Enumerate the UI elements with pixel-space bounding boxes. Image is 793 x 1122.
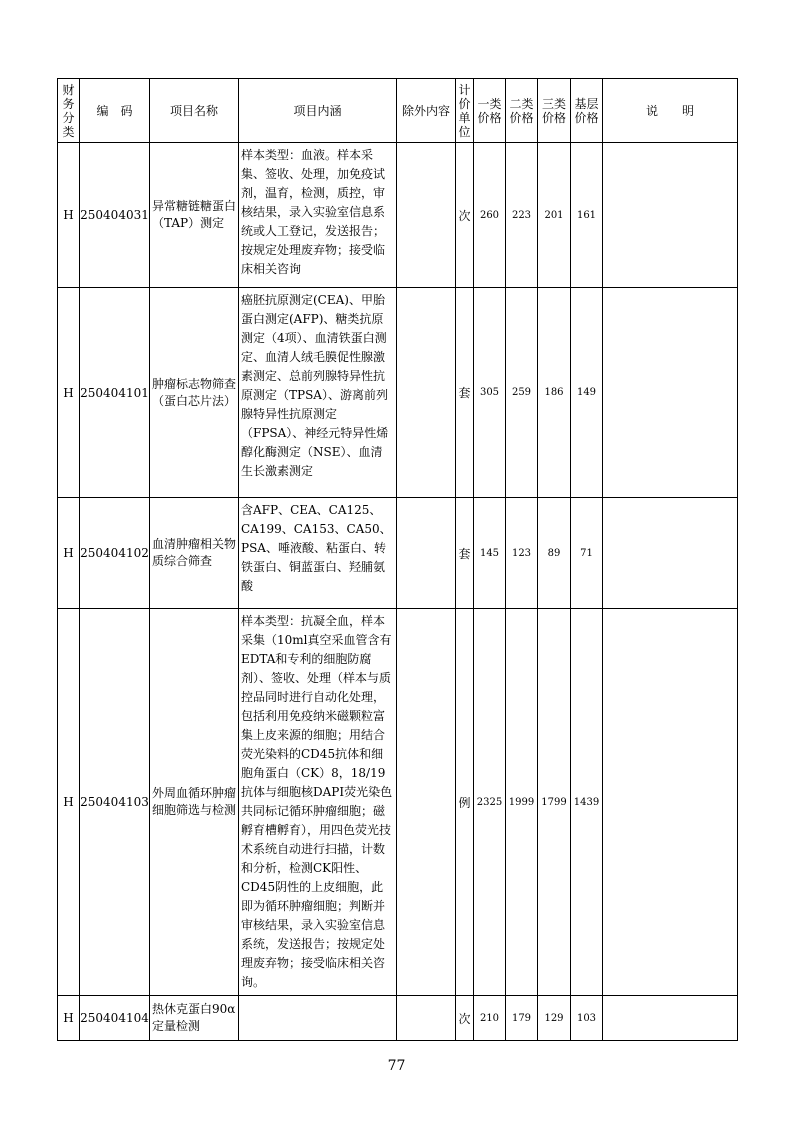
cell-content: 癌胚抗原测定(CEA)、甲胎蛋白测定(AFP)、糖类抗原测定（4项）、血清铁蛋白测定、血清人绒毛膜促性腺激素测定、总前列腺特异性抗原测定（TPSA）、游离前列腺特异性抗原测定（FPSA）、神经元特异性烯醇化酶测定（NSE）、血清生长激素测定 (239, 288, 397, 498)
cell-price3: 186 (538, 288, 571, 498)
cell-name: 外周血循环肿瘤细胞筛选与检测 (150, 609, 239, 996)
cell-price1: 260 (474, 143, 506, 288)
cell-price2: 259 (506, 288, 538, 498)
header-exclusion: 除外内容 (397, 79, 456, 143)
cell-code: 250404031 (80, 143, 150, 288)
cell-name: 热休克蛋白90α定量检测 (150, 996, 239, 1041)
cell-price-base: 149 (571, 288, 603, 498)
cell-exclusion (397, 498, 456, 609)
cell-content: 含AFP、CEA、CA125、CA199、CA153、CA50、PSA、唾液酸、粘蛋白、转铁蛋白、铜蓝蛋白、羟脯氨酸 (239, 498, 397, 609)
cell-unit: 例 (456, 609, 474, 996)
table-row (58, 609, 738, 996)
cell-price2: 1999 (506, 609, 538, 996)
cell-unit: 套 (456, 288, 474, 498)
cell-name: 血清肿瘤相关物质综合筛查 (150, 498, 239, 609)
cell-price3: 201 (538, 143, 571, 288)
cell-price3: 129 (538, 996, 571, 1041)
cell-category: H (58, 609, 80, 996)
cell-price3: 89 (538, 498, 571, 609)
header-row (58, 79, 738, 143)
header-price3: 三类价格 (538, 79, 571, 143)
cell-exclusion (397, 143, 456, 288)
cell-note (603, 143, 738, 288)
cell-price2: 179 (506, 996, 538, 1041)
cell-unit: 套 (456, 498, 474, 609)
cell-unit: 次 (456, 143, 474, 288)
cell-price2: 123 (506, 498, 538, 609)
price-table (57, 78, 738, 1041)
header-unit: 计价单位 (456, 79, 474, 143)
header-price1: 一类价格 (474, 79, 506, 143)
cell-code: 250404101 (80, 288, 150, 498)
cell-price1: 210 (474, 996, 506, 1041)
cell-code: 250404104 (80, 996, 150, 1041)
cell-code: 250404102 (80, 498, 150, 609)
header-category: 财务分类 (58, 79, 80, 143)
cell-price1: 305 (474, 288, 506, 498)
header-code: 编 码 (80, 79, 150, 143)
cell-content: 样本类型：抗凝全血，样本采集（10ml真空采血管含有EDTA和专利的细胞防腐剂）、签收、处理（样本与质控品同时进行自动化处理，包括利用免疫纳米磁颗粒富集上皮来源的细胞；用结合荧光染料的CD45抗体和细胞角蛋白（CK）8，18/19抗体与细胞核DAPI荧光染色共同标记循环肿瘤细胞；磁孵育槽孵育），用四色荧光技术系统自动进行扫描，计数和分析，检测CK阳性、CD45阴性的上皮细胞，此即为循环肿瘤细胞；判断并审核结果，录入实验室信息系统，发送报告；按规定处理废弃物；接受临床相关咨询。 (239, 609, 397, 996)
header-name: 项目名称 (150, 79, 239, 143)
cell-exclusion (397, 996, 456, 1041)
table-row (58, 288, 738, 498)
cell-price3: 1799 (538, 609, 571, 996)
cell-price-base: 103 (571, 996, 603, 1041)
cell-category: H (58, 288, 80, 498)
cell-price-base: 1439 (571, 609, 603, 996)
cell-unit: 次 (456, 996, 474, 1041)
cell-code: 250404103 (80, 609, 150, 996)
cell-exclusion (397, 609, 456, 996)
cell-name: 肿瘤标志物筛查（蛋白芯片法） (150, 288, 239, 498)
table-row (58, 996, 738, 1041)
cell-content: 样本类型：血液。样本采集、签收、处理，加免疫试剂，温育，检测，质控，审核结果，录入实验室信息系统或人工登记，发送报告；按规定处理废弃物；接受临床相关咨询 (239, 143, 397, 288)
cell-note (603, 498, 738, 609)
cell-note (603, 609, 738, 996)
header-note: 说 明 (603, 79, 738, 143)
table-row (58, 498, 738, 609)
cell-price-base: 71 (571, 498, 603, 609)
cell-price-base: 161 (571, 143, 603, 288)
cell-note (603, 996, 738, 1041)
cell-category: H (58, 143, 80, 288)
cell-price2: 223 (506, 143, 538, 288)
cell-note (603, 288, 738, 498)
cell-category: H (58, 996, 80, 1041)
header-price-base: 基层价格 (571, 79, 603, 143)
cell-exclusion (397, 288, 456, 498)
page-number: 77 (387, 1058, 406, 1074)
cell-name: 异常糖链糖蛋白（TAP）测定 (150, 143, 239, 288)
cell-content (239, 996, 397, 1041)
header-content: 项目内涵 (239, 79, 397, 143)
cell-price1: 145 (474, 498, 506, 609)
table-row (58, 143, 738, 288)
header-price2: 二类价格 (506, 79, 538, 143)
cell-category: H (58, 498, 80, 609)
cell-price1: 2325 (474, 609, 506, 996)
